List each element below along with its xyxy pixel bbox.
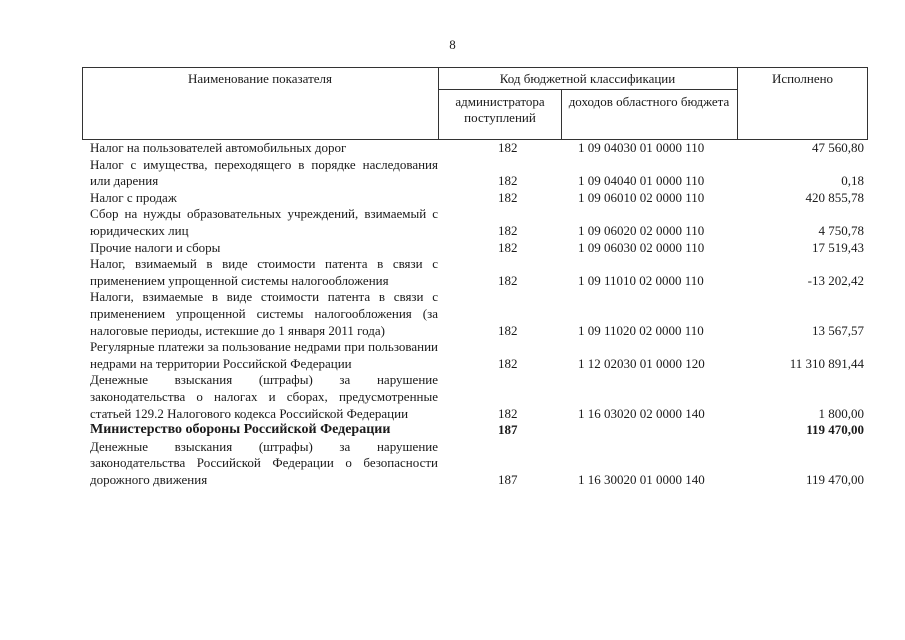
row-income-code: 1 09 06030 02 0000 110 (578, 239, 705, 255)
header-divider (438, 89, 738, 90)
row-amount: 4 750,78 (818, 222, 864, 238)
table-row (90, 157, 870, 190)
row-income-code: 1 09 11020 02 0000 110 (578, 322, 704, 338)
table-row (90, 206, 870, 239)
row-admin-code: 182 (498, 355, 518, 371)
table-row (90, 289, 870, 339)
row-admin-code: 182 (498, 322, 518, 338)
header-income: доходов областного бюджета (568, 94, 730, 109)
row-amount: -13 202,42 (807, 272, 864, 288)
table-body (90, 140, 870, 488)
table-row (90, 240, 870, 257)
row-amount: 11 310 891,44 (789, 355, 864, 371)
row-name: Денежные взыскания (штрафы) за нарушение законодательства о налогах и сборах, предусмотренные статьей 129.2 Налогового кодекса Российской Федерации (90, 372, 438, 421)
row-income-code: 1 16 30020 01 0000 140 (578, 471, 705, 487)
row-amount: 119 470,00 (806, 422, 864, 438)
row-name: Прочие налоги и сборы (90, 239, 221, 255)
row-admin-code: 182 (498, 239, 518, 255)
row-name: Налоги, взимаемые в виде стоимости патента в связи с применением упрощенной системы налогообложения (за налоговые периоды, истекшие до 1 января 2011 года) (90, 289, 438, 338)
row-amount: 0,18 (841, 173, 864, 189)
table-row (90, 256, 870, 289)
header-name: Наименование показателя (187, 71, 333, 86)
row-admin-code: 182 (498, 140, 518, 155)
row-income-code: 1 09 06020 02 0000 110 (578, 222, 705, 238)
row-admin-code: 182 (498, 173, 518, 189)
row-admin-code: 182 (498, 189, 518, 205)
table-row (90, 140, 870, 157)
row-name: Налог на пользователей автомобильных дорог (90, 140, 347, 155)
row-admin-code: 187 (498, 422, 518, 438)
row-income-code: 1 09 04030 01 0000 110 (578, 140, 705, 155)
row-income-code: 1 09 11010 02 0000 110 (578, 272, 704, 288)
row-amount: 17 519,43 (812, 239, 864, 255)
header-admin: администратора поступлений (455, 94, 545, 125)
header-executed: Исполнено (771, 71, 834, 86)
row-name: Сбор на нужды образовательных учреждений, взимаемый с юридических лиц (90, 206, 438, 238)
row-name: Налог с продаж (90, 189, 177, 205)
row-name: Налог, взимаемый в виде стоимости патента в связи с применением упрощенной системы налогообложения (90, 256, 438, 288)
row-admin-code: 182 (498, 272, 518, 288)
row-name: Денежные взыскания (штрафы) за нарушение законодательства Российской Федерации о безопасности дорожного движения (90, 438, 438, 487)
row-admin-code: 187 (498, 471, 518, 487)
row-income-code: 1 09 06010 02 0000 110 (578, 189, 705, 205)
row-amount: 13 567,57 (812, 322, 864, 338)
table-row (90, 422, 870, 439)
row-amount: 119 470,00 (805, 471, 864, 487)
row-amount: 1 800,00 (818, 405, 864, 421)
row-amount: 420 855,78 (805, 189, 864, 205)
header-divider (561, 89, 562, 140)
page-number: 8 (449, 37, 456, 52)
row-income-code: 1 16 03020 02 0000 140 (578, 405, 705, 421)
row-income-code: 1 09 04040 01 0000 110 (578, 173, 705, 189)
row-name: Министерство обороны Российской Федерации (90, 422, 391, 438)
row-name: Налог с имущества, переходящего в порядке наследования или дарения (90, 156, 438, 189)
table-row (90, 190, 870, 207)
table-row (90, 372, 870, 422)
row-name: Регулярные платежи за пользование недрами при пользовании недрами на территории Российской Федерации (90, 339, 438, 371)
row-admin-code: 182 (498, 222, 518, 238)
table-row (90, 439, 870, 489)
table-row (90, 339, 870, 372)
header-code-group: Код бюджетной классификации (499, 71, 676, 86)
row-admin-code: 182 (498, 405, 518, 421)
row-amount: 47 560,80 (812, 140, 864, 155)
row-income-code: 1 12 02030 01 0000 120 (578, 355, 705, 371)
